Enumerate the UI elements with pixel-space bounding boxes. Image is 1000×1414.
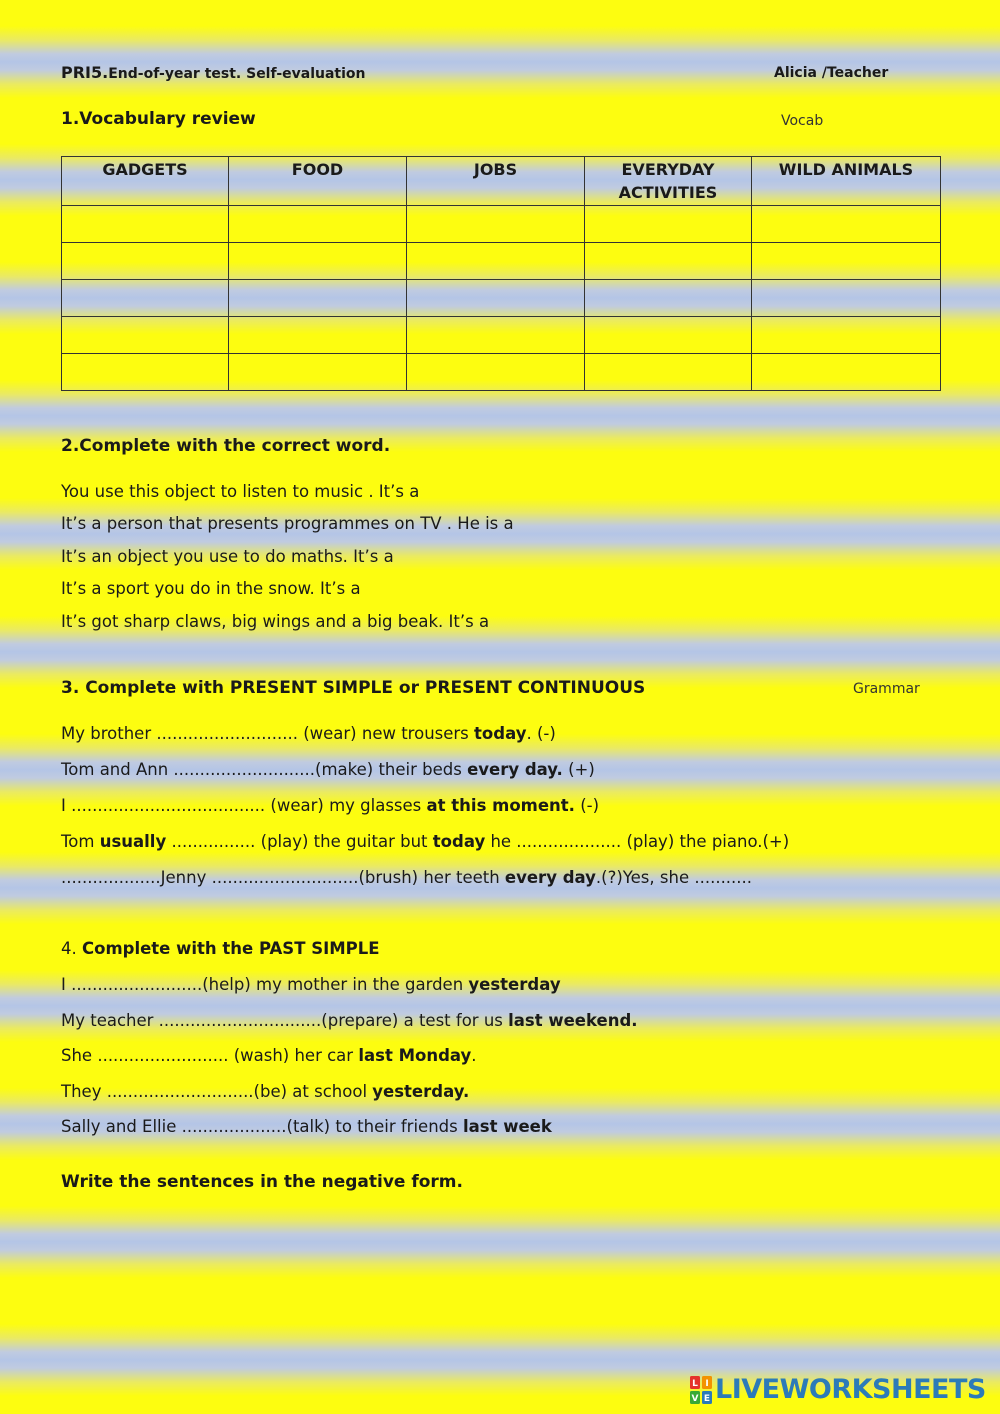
svg-text:I: I <box>705 1378 709 1389</box>
grammar-item <box>61 760 595 779</box>
sentence-text: I .........................(help) my mother in the garden <box>61 975 469 994</box>
sentence-text: Sally and Ellie ....................(talk) to their friends <box>61 1117 463 1136</box>
column-header: WILD ANIMALS <box>752 157 941 206</box>
answer-cell[interactable] <box>752 243 941 280</box>
sentence-text: I ..................................... (wear) my glasses <box>61 796 427 815</box>
answer-cell[interactable] <box>229 317 407 354</box>
answer-cell[interactable] <box>585 354 752 391</box>
sentence-text: She ......................... (wash) her car <box>61 1046 359 1065</box>
answer-cell[interactable] <box>752 206 941 243</box>
answer-cell[interactable] <box>62 206 229 243</box>
past-simple-item <box>61 1046 477 1065</box>
column-header: GADGETS <box>62 157 229 206</box>
definition-item: It’s an object you use to do maths. It’s a <box>61 547 394 566</box>
emphasis-text: usually <box>99 832 167 851</box>
grammar-item <box>61 796 599 815</box>
emphasis-text: today <box>432 832 486 851</box>
answer-cell[interactable] <box>752 317 941 354</box>
author-label: Alicia /Teacher <box>774 65 889 81</box>
emphasis-text: today <box>474 724 527 743</box>
answer-cell[interactable] <box>62 243 229 280</box>
answer-cell[interactable] <box>229 354 407 391</box>
answer-cell[interactable] <box>407 243 585 280</box>
column-header: EVERYDAY ACTIVITIES <box>585 157 752 206</box>
table-row <box>62 280 941 317</box>
emphasis-text: yesterday <box>468 975 561 994</box>
negative-form-instruction: Write the sentences in the negative form. <box>61 1172 463 1192</box>
answer-cell[interactable] <box>585 243 752 280</box>
sentence-text: ................ (play) the guitar but <box>166 832 433 851</box>
section3-tag: Grammar <box>853 681 920 697</box>
definition-item: You use this object to listen to music . It’s a <box>61 482 420 501</box>
answer-cell[interactable] <box>62 354 229 391</box>
answer-cell[interactable] <box>62 317 229 354</box>
sentence-text: They ............................(be) at school <box>61 1082 373 1101</box>
grammar-item <box>61 832 789 851</box>
definition-item: It’s got sharp claws, big wings and a big beak. It’s a <box>61 612 490 631</box>
table-row <box>62 317 941 354</box>
emphasis-text: yesterday. <box>372 1082 470 1101</box>
document-title: End-of-year test. Self-evaluation <box>108 66 366 82</box>
sentence-text: My teacher ...............................(prepare) a test for us <box>61 1011 509 1030</box>
emphasis-text: at this moment. <box>426 796 575 815</box>
section4-title: Complete with the PAST SIMPLE <box>82 939 380 958</box>
definition-item: It’s a sport you do in the snow. It’s a <box>61 579 361 598</box>
sentence-text: Tom and Ann ...........................(make) their beds <box>61 760 468 779</box>
past-simple-item <box>61 1011 638 1030</box>
section4-heading <box>61 939 380 958</box>
emphasis-text: last week <box>462 1117 552 1136</box>
answer-cell[interactable] <box>752 280 941 317</box>
answer-cell[interactable] <box>752 354 941 391</box>
sentence-text: he .................... (play) the piano.(+) <box>485 832 790 851</box>
column-header: FOOD <box>229 157 407 206</box>
emphasis-text: last weekend. <box>508 1011 638 1030</box>
table-row <box>62 243 941 280</box>
answer-cell[interactable] <box>585 280 752 317</box>
emphasis-text: every day <box>504 868 596 887</box>
sentence-text: .(?)Yes, she ........... <box>595 868 753 887</box>
svg-text:E: E <box>703 1393 711 1404</box>
column-header: JOBS <box>407 157 585 206</box>
section1-heading: 1.Vocabulary review <box>61 109 256 129</box>
table-header-row <box>62 157 941 206</box>
answer-cell[interactable] <box>62 280 229 317</box>
answer-cell[interactable] <box>407 317 585 354</box>
document-header <box>61 63 366 82</box>
answer-cell[interactable] <box>229 243 407 280</box>
answer-cell[interactable] <box>407 354 585 391</box>
section4-number: 4. <box>61 939 82 958</box>
svg-text:L: L <box>692 1378 698 1389</box>
table-row <box>62 354 941 391</box>
sentence-text: My brother ........................... (wear) new trousers <box>61 724 475 743</box>
sentence-text: ...................Jenny ............................(brush) her teeth <box>61 868 505 887</box>
sentence-text: (-) <box>574 796 600 815</box>
emphasis-text: every day. <box>467 760 563 779</box>
section1-tag: Vocab <box>781 113 824 129</box>
liveworksheets-wordmark: LIVEWORKSHEETS <box>715 1374 986 1405</box>
course-code: PRI5. <box>61 63 109 82</box>
sentence-text: (+) <box>562 760 595 779</box>
section2-heading: 2.Complete with the correct word. <box>61 436 391 456</box>
sentence-text: . (-) <box>526 724 556 743</box>
sentence-text: . <box>471 1046 477 1065</box>
grammar-item <box>61 868 752 887</box>
definition-item: It’s a person that presents programmes on TV . He is a <box>61 514 514 533</box>
grammar-item <box>61 724 556 743</box>
past-simple-item <box>61 1117 552 1136</box>
liveworksheets-logo <box>690 1374 986 1405</box>
sentence-text: Tom <box>61 832 100 851</box>
answer-cell[interactable] <box>407 206 585 243</box>
answer-cell[interactable] <box>585 317 752 354</box>
answer-cell[interactable] <box>229 280 407 317</box>
past-simple-item <box>61 1082 469 1101</box>
vocabulary-table <box>61 156 941 391</box>
past-simple-item <box>61 975 561 994</box>
answer-cell[interactable] <box>229 206 407 243</box>
svg-text:V: V <box>691 1393 699 1404</box>
answer-cell[interactable] <box>407 280 585 317</box>
table-row <box>62 206 941 243</box>
answer-cell[interactable] <box>585 206 752 243</box>
liveworksheets-mark-icon <box>690 1376 712 1404</box>
emphasis-text: last Monday <box>358 1046 472 1065</box>
section3-heading: 3. Complete with PRESENT SIMPLE or PRESENT CONTINUOUS <box>61 678 646 698</box>
